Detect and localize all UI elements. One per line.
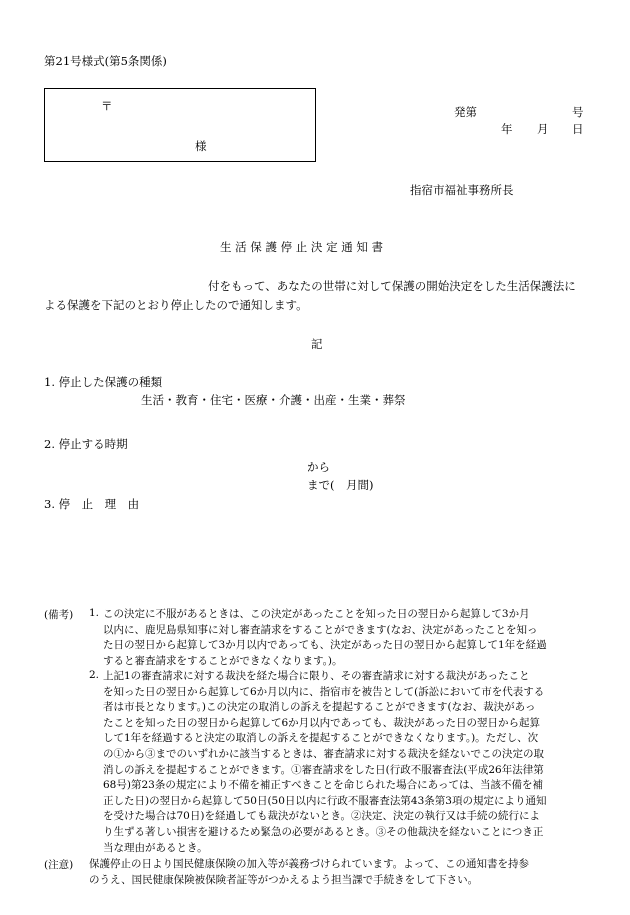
remarks-item-1-line: すると審査請求をすることができなくなります。)。 bbox=[103, 654, 343, 667]
ki-marker: 記 bbox=[311, 337, 323, 351]
remarks-item-2-line: り生ずる著しい損害を避けるため緊急の必要があるとき。③その他裁決を経ないことにつき正 bbox=[103, 825, 544, 838]
addressee-honorific: 様 bbox=[195, 139, 207, 153]
remarks-item-2-line: の①から③までのいずれかに該当するときは、審査請求に対する裁決を経ないでこの決定の取 bbox=[103, 747, 544, 760]
section-1-value: 生活・教育・住宅・医療・介護・出産・生業・葬祭 bbox=[141, 393, 406, 407]
attention-text bbox=[89, 857, 623, 888]
remarks-item-2-line: して1年を経過すると決定の取消しの訴えを提起することができなくなります。)。ただし、次 bbox=[103, 732, 539, 745]
issue-number-suffix: 号 bbox=[572, 105, 584, 119]
attention-line: 保護停止の日より国民健康保険の加入等が義務づけられています。よって、この通知書を持参 bbox=[89, 858, 529, 870]
issue-month: 月 bbox=[537, 122, 549, 136]
section-2-label: 2. 停止する時期 bbox=[44, 437, 128, 451]
remarks-item-1-number: 1. bbox=[89, 607, 100, 619]
remarks-item-2-line: 者は市長となります。)この決定の取消しの訴えを提起することができます(なお、裁決があっ bbox=[103, 701, 536, 714]
remarks-item-1-line: た日の翌日から起算して3か月以内であっても、決定があった日の翌日から起算して1年を経過 bbox=[103, 639, 547, 652]
remarks-item-1 bbox=[103, 607, 623, 669]
attention-line: のうえ、国民健康保険被保険者証等がつかえるよう担当課で手続きをして下さい。 bbox=[89, 873, 479, 886]
remarks-item-1-line: 以内に、鹿児島県知事に対し審査請求をすることができます(なお、決定があったことを知っ bbox=[103, 623, 538, 636]
section-2-until: まで( 月間) bbox=[307, 478, 374, 492]
remarks-label: (備考) bbox=[44, 609, 74, 621]
document-title: 生 活 保 護 停 止 決 定 通 知 書 bbox=[220, 240, 384, 254]
remarks-item-2-line: を受けた場合は70日)を経過しても裁決がないとき。②決定、決定の執行又は手続の続行によ bbox=[103, 810, 541, 823]
remarks-item-2-line: たことを知った日の翌日から起算して6か月以内であっても、裁決があった日の翌日から起算 bbox=[103, 716, 540, 729]
issuer: 指宿市福祉事務所長 bbox=[410, 183, 514, 197]
remarks-item-1-line: この決定に不服があるときは、この決定があったことを知った日の翌日から起算して3か月 bbox=[103, 608, 530, 620]
remarks-item-2-line: 68号)第23条の規定により不備を補正すべきことを命じられた場合にあっては、当該不備を補 bbox=[103, 779, 544, 792]
form-number: 第21号様式(第5条関係) bbox=[44, 54, 167, 68]
issue-day: 日 bbox=[572, 122, 584, 136]
remarks-item-2-number: 2. bbox=[89, 669, 100, 681]
remarks-item-2-line: 正した日)の翌日から起算して50日(50日以内に行政不服審査法第43条第3項の規定により通知 bbox=[103, 794, 547, 807]
section-3-label: 3. 停 止 理 由 bbox=[44, 497, 140, 511]
remarks-item-2-line: 消しの訴えを提起することができます。①審査請求をした日(行政不服審査法(平成26年法律第 bbox=[103, 763, 544, 776]
remarks-item-2 bbox=[103, 669, 623, 856]
attention-label: (注意) bbox=[44, 859, 74, 871]
intro-line-1: 付をもって、あなたの世帯に対して保護の開始決定をした生活保護法に bbox=[208, 279, 576, 293]
remarks-item-2-line: 当な理由があるとき。 bbox=[103, 841, 208, 854]
section-2-from: から bbox=[307, 460, 330, 474]
remarks-item-2-line: を知った日の翌日から起算して6か月以内に、指宿市を被告として(訴訟において市を代表する bbox=[103, 685, 545, 698]
intro-line-2: よる保護を下記のとおり停止したので通知します。 bbox=[44, 298, 308, 312]
postal-mark: 〒 bbox=[101, 99, 113, 113]
address-box bbox=[44, 88, 316, 162]
remarks-item-2-line: 上記1の審査請求に対する裁決を経た場合に限り、その審査請求に対する裁決があったこと bbox=[103, 670, 530, 682]
issue-number-prefix: 発第 bbox=[454, 105, 477, 119]
section-1-label: 1. 停止した保護の種類 bbox=[44, 375, 163, 389]
issue-year: 年 bbox=[501, 122, 513, 136]
